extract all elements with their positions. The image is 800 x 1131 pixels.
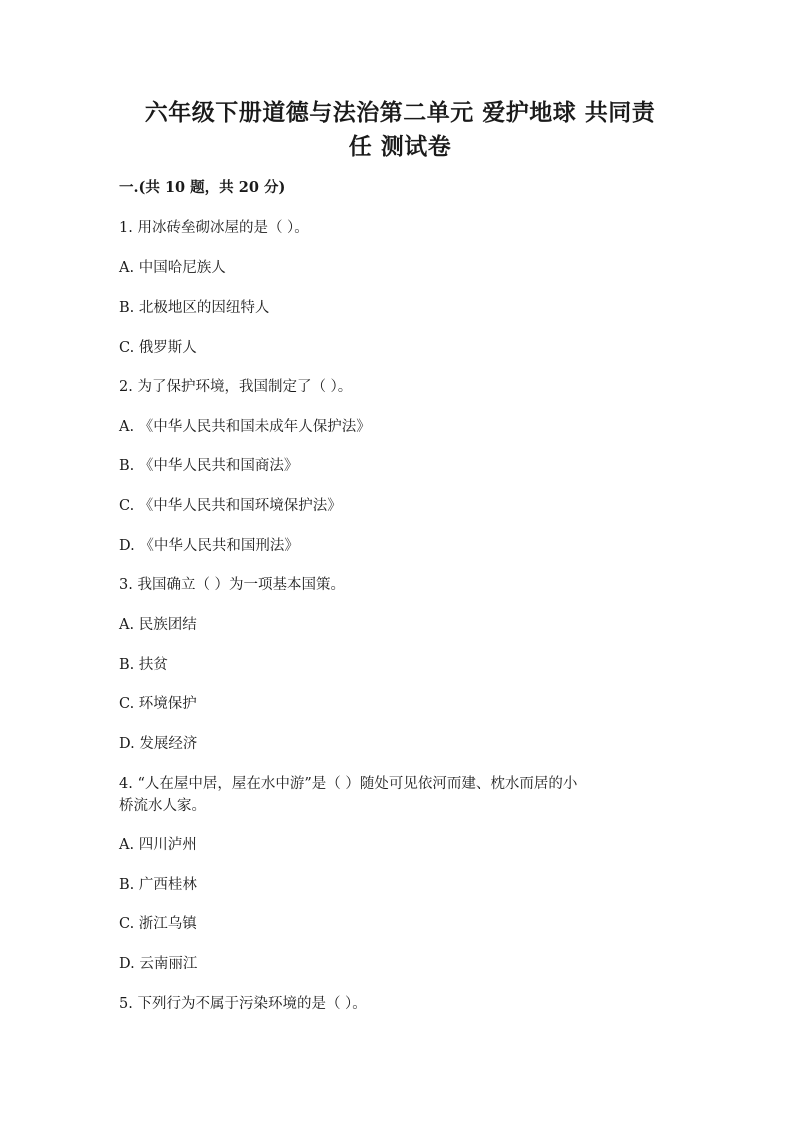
question-4-stem-line-2: 桥流水人家。 [119,798,206,814]
question-1-option-a: A. 中国哈尼族人 [119,260,226,276]
question-2-option-c: C. 《中华人民共和国环境保护法》 [119,498,342,514]
question-2-option-d: D. 《中华人民共和国刑法》 [119,538,299,554]
question-3-option-b: B. 扶贫 [119,657,168,673]
question-3-option-d: D. 发展经济 [119,736,198,752]
question-4-option-d: D. 云南丽江 [119,956,198,972]
section-heading: 一.(共 10 题，共 20 分) [119,179,286,196]
question-1-stem: 1. 用冰砖垒砌冰屋的是（ ）。 [119,220,309,236]
question-4-option-b: B. 广西桂林 [119,877,197,893]
page-title [120,96,680,164]
question-4-option-c: C. 浙江乌镇 [119,916,197,932]
question-4-option-a: A. 四川泸州 [119,837,197,853]
question-3-option-a: A. 民族团结 [119,617,197,633]
question-1-option-b: B. 北极地区的因纽特人 [119,300,270,316]
question-2-option-b: B. 《中华人民共和国商法》 [119,458,299,474]
question-2-option-a: A. 《中华人民共和国未成年人保护法》 [119,419,371,435]
question-4-stem-line-1: 4. “人在屋中居，屋在水中游”是（ ）随处可见依河而建、枕水而居的小 [119,776,578,792]
question-3-option-c: C. 环境保护 [119,696,197,712]
question-5-stem: 5. 下列行为不属于污染环境的是（ ）。 [119,996,367,1012]
question-1-option-c: C. 俄罗斯人 [119,340,197,356]
question-3-stem: 3. 我国确立（ ）为一项基本国策。 [119,577,346,593]
title-line-1: 六年级下册道德与法治第二单元 爱护地球 共同责 [144,99,656,126]
title-line-2: 任 测试卷 [348,133,452,160]
question-2-stem: 2. 为了保护环境，我国制定了（ ）。 [119,379,353,395]
